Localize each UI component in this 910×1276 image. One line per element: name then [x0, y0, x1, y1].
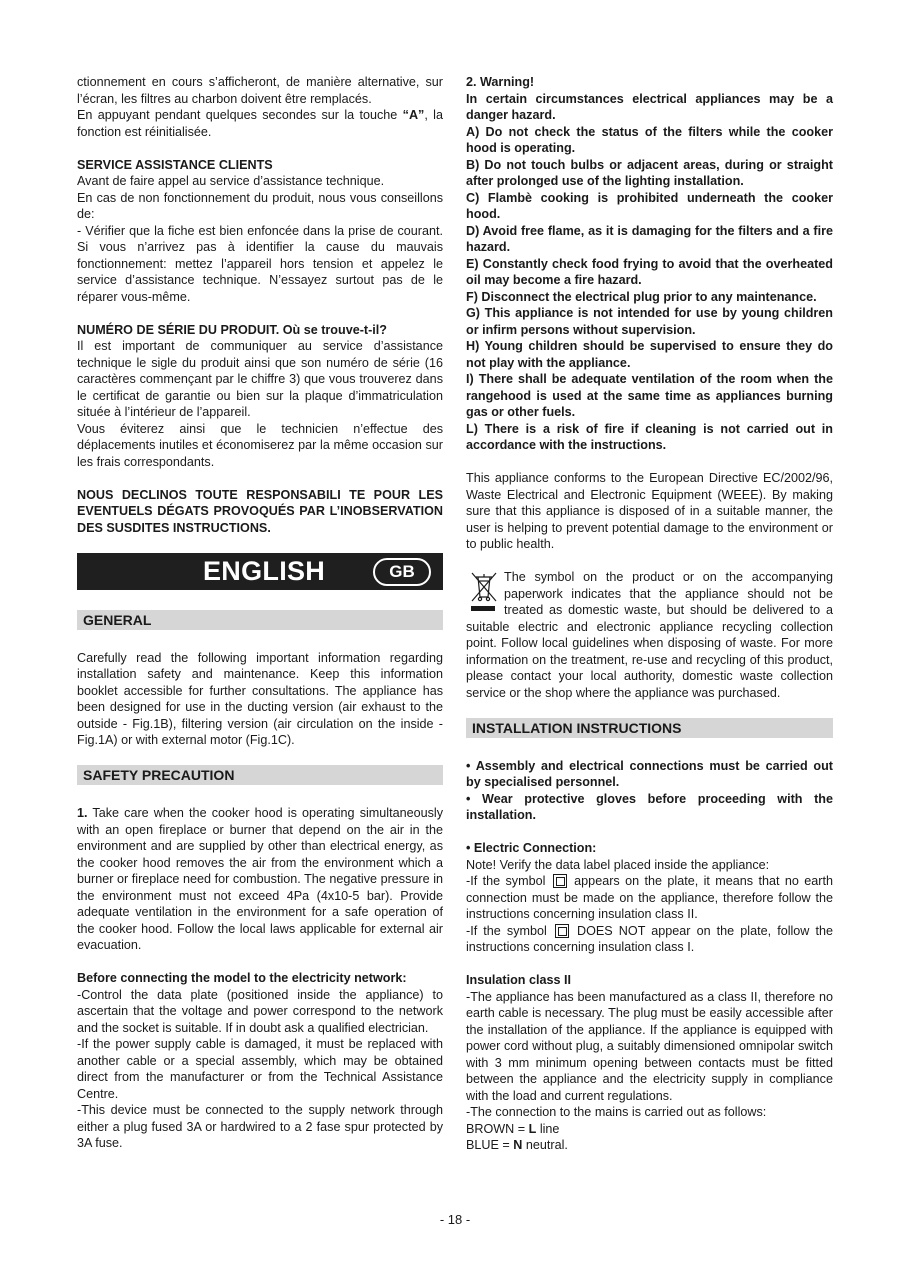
country-badge: GB [373, 558, 431, 586]
serial-p2: Vous éviterez ainsi que le technicien n’effectue des déplacements inutiles et économiserez par la même occasion sur les frais correspondants. [77, 421, 443, 469]
insulation-title: Insulation class II [466, 973, 571, 987]
safety-heading: SAFETY PRECAUTION [77, 765, 443, 785]
intro-line-2: En appuyant pendant quelques secondes sur la touche “A”, la fonction est réinitialisée. [77, 108, 443, 139]
service-p3: - Vérifier que la fiche est bien enfoncée dans la prise de courant. Si vous n’arrivez pas à identifier la cause du mauvais fonctionnement: mettez l’appareil hors tension et appelez le service d’assistance technique. N’essayez surtout pas de le réparer vous-même. [77, 223, 443, 304]
weee-symbol-block [466, 569, 833, 701]
service-p2: En cas de non fonctionnement du produit, nous vous conseillons de: [77, 190, 443, 221]
warning-line: G) This appliance is not intended for use by young children or infirm persons without supervision. [466, 306, 833, 337]
before-p2: -If the power supply cable is damaged, it must be replaced with another cable or a special assembly, which may be obtained direct from the manufacturer or from the Technical Assistance Centre. [77, 1037, 443, 1101]
electric-if-2: -If the symbol DOES NOT appear on the plate, follow the instructions concerning insulation class I. [466, 923, 834, 954]
intro-block [77, 74, 443, 140]
page-number: - 18 - [439, 1212, 471, 1227]
serial-block [77, 322, 443, 471]
insulation-p2: -The connection to the mains is carried out as follows: [466, 1105, 767, 1119]
class-ii-symbol-icon [555, 924, 569, 938]
insulation-block [466, 972, 833, 1154]
wire-blue: BLUE = N neutral. [466, 1138, 568, 1152]
crossed-bin-icon [466, 569, 500, 615]
warning-line: F) Disconnect the electrical plug prior to any maintenance. [466, 289, 817, 304]
key-a: “A” [402, 108, 425, 122]
left-column [77, 74, 443, 1152]
serial-title: NUMÉRO DE SÉRIE DU PRODUIT. Où se trouve-t-il? [77, 322, 387, 337]
warning-line: A) Do not check the status of the filters while the cooker hood is operating. [466, 124, 833, 155]
install-bullets [466, 758, 833, 824]
general-heading: GENERAL [77, 610, 443, 630]
warning-block [466, 74, 833, 454]
warning-line: I) There shall be adequate ventilation of the room when the rangehood is used at the same time as appliances burning gas or other fuels. [466, 372, 833, 419]
electric-block [466, 840, 833, 956]
before-p3: -This device must be connected to the supply network through either a plug fused 3A or hardwired to a 2 fase spur protected by 3A fuse. [77, 1103, 443, 1150]
wire-brown: BROWN = L line [466, 1121, 560, 1136]
insulation-p1: -The appliance has been manufactured as a class II, therefore no earth cable is necessary. The plug must be easily accessible after the installation of the appliance. If the appliance is equipped with power cord without plug, a suitably dimensioned omnipolar switch with 3 mm minimum opening between contacts must be fitted between the appliance and the electricity supply in compliance with the load and current regulations. [466, 989, 833, 1103]
before-block [77, 970, 443, 1152]
right-column [466, 74, 833, 1154]
electric-if-1: -If the symbol appears on the plate, it means that no earth connection must be made on the appliance, therefore follow the instructions concerning insulation class II. [466, 874, 833, 921]
warning-line: D) Avoid free flame, as it is damaging for the filters and a fire hazard. [466, 223, 833, 254]
warning-line: L) There is a risk of fire if cleaning is not carried out in accordance with the instructions. [466, 421, 833, 452]
installation-heading: INSTALLATION INSTRUCTIONS [466, 718, 833, 738]
electric-title: • Electric Connection: [466, 841, 597, 855]
class-ii-symbol-icon [553, 874, 567, 888]
serial-p1: Il est important de communiquer au service d’assistance technique le sigle du produit ainsi que son numéro de série (16 caractères commençant par le chiffre 3) que vous trouverez dans le certificat de garantie ou bien sur la plaque d’immatriculation située à l’intérieur de l’appareil. [77, 339, 443, 419]
install-bullet-2: • Wear protective gloves before proceeding with the installation. [466, 791, 833, 822]
before-title: Before connecting the model to the electricity network: [77, 971, 407, 985]
warning-line: 2. Warning! [466, 75, 535, 89]
service-block [77, 157, 443, 306]
before-p1: -Control the data plate (positioned inside the appliance) to ascertain that the voltage and power correspond to the network and the socket is suitable. If in doubt ask a qualified electrician. [77, 987, 443, 1035]
install-bullet-1: • Assembly and electrical connections must be carried out by specialised personnel. [466, 758, 833, 789]
weee-text: The symbol on the product or on the accompanying paperwork indicates that the appliance should not be treated as domestic waste, but should be delivered to a suitable electric and electronic appliance recycling collection point. Follow local guidelines when disposing of waste. For more information on the treatment, re-use and recycling of this product, please contact your local authority, domestic waste collection service or the shop where the appliance was purchased. [466, 570, 833, 700]
banner-title: ENGLISH [203, 555, 326, 586]
warning-line: E) Constantly check food frying to avoid that the overheated oil may become a fire hazard. [466, 256, 833, 287]
safety-text: 1. Take care when the cooker hood is operating simultaneously with an open fireplace or burner that depend on the air in the environment and are supplied by other than electrical energy, as the cooker hood removes the air from the environment which a burner or fireplace need for combustion. The negative pressure in the environment must not exceed 4Pa (4x10-5 bar). Provide adequate ventilation in the environment for a safe operation of the cooker hood. Follow the local laws applicable for external air evacuation. [77, 806, 443, 952]
language-banner [77, 553, 443, 590]
warning-line: H) Young children should be supervised to ensure they do not play with the appliance. [466, 339, 833, 370]
warning-line: C) Flambè cooking is prohibited underneath the cooker hood. [466, 190, 833, 221]
general-text: Carefully read the following important information regarding installation safety and maintenance. Keep this information booklet accessible for further consultations. The appliance has been designed for use in the ducting version (air exhaust to the outside - Fig.1B), filtering version (air circulation on the inside - Fig.1A) or with external motor (Fig.1C). [77, 650, 443, 747]
intro-line-1: ctionnement en cours s’afficheront, de manière alternative, sur l’écran, les filtres au charbon doivent être remplacés. [77, 75, 443, 106]
electric-note: Note! Verify the data label placed inside the appliance: [466, 857, 770, 872]
service-p1: Avant de faire appel au service d’assistance technique. [77, 174, 385, 188]
warning-line: In certain circumstances electrical appliances may be a danger hazard. [466, 91, 833, 122]
warning-line: B) Do not touch bulbs or adjacent areas, during or straight after prolonged use of the lighting installation. [466, 157, 833, 188]
disclaimer: NOUS DECLINOS TOUTE RESPONSABILI TE POUR LES EVENTUELS DÉGATS PROVOQUÉS PAR L’INOBSERVATION DES SUSDITES INSTRUCTIONS. [77, 487, 443, 535]
weee-directive: This appliance conforms to the European Directive EC/2002/96, Waste Electrical and Electronic Equipment (WEEE). By making sure that this appliance is disposed of in a suitable manner, the user is helping to prevent potential damage to the environment or to public health. [466, 471, 833, 551]
service-title: SERVICE ASSISTANCE CLIENTS [77, 157, 273, 172]
